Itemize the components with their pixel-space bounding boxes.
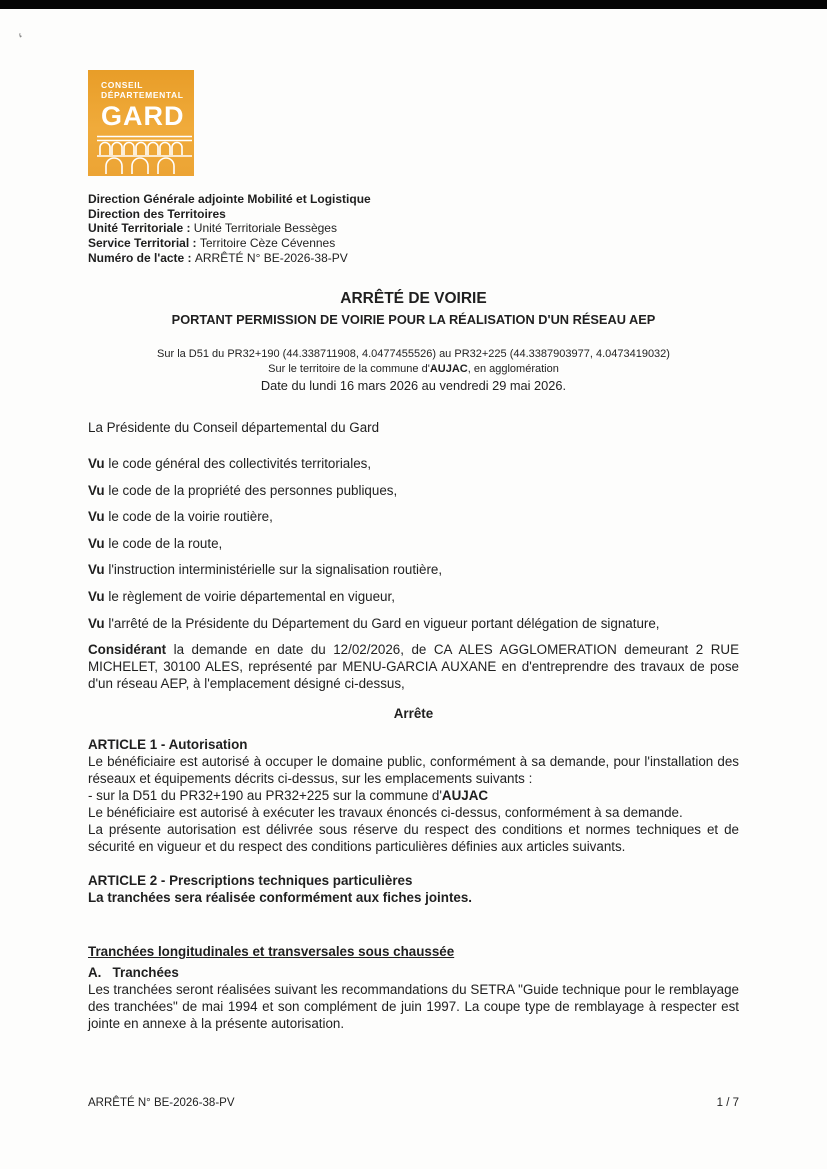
location-line-road: Sur la D51 du PR32+190 (44.338711908, 4.0477455526) au PR32+225 (44.3387903977, 4.0473419032) [157, 348, 670, 360]
doc-subtitle: PORTANT PERMISSION DE VOIRIE POUR LA RÉALISATION D'UN RÉSEAU AEP [171, 312, 656, 327]
aqueduct-icon [88, 134, 194, 174]
document-body [88, 419, 739, 1032]
location-line-commune: Sur le territoire de la commune d'AUJAC, en agglomération [268, 363, 559, 375]
header-line-direction-generale: Direction Générale adjointe Mobilité et Logistique [88, 192, 371, 206]
logo-org-line2: DÉPARTEMENTAL [101, 90, 184, 100]
pen-mark-artifact: ʻ [16, 29, 27, 51]
article-1-paragraph: Le bénéficiaire est autorisé à occuper le domaine public, conformément à sa demande, pour l'installation des réseaux et équipements décrits ci-dessus, sur les emplacements suivants : [88, 754, 739, 787]
intro-line: La Présidente du Conseil départemental du Gard [88, 420, 380, 435]
article-2-bold-line: La tranchées sera réalisée conformément aux fiches jointes. [88, 890, 473, 906]
vu-line: Vu le code de la route, [88, 535, 223, 551]
vu-line: Vu l'instruction interministérielle sur la signalisation routière, [88, 562, 443, 578]
vu-line: Vu le code général des collectivités territoriales, [88, 456, 372, 471]
logo-org-line [101, 80, 194, 100]
footer-page-number: 1 / 7 [716, 1097, 739, 1109]
trenches-section-heading: Tranchées longitudinales et transversales sous chaussée [88, 944, 455, 960]
doc-title: ARRÊTÉ DE VOIRIE [340, 290, 487, 307]
article-1-heading: ARTICLE 1 - Autorisation [88, 737, 248, 753]
article-1-paragraph: La présente autorisation est délivrée sous réserve du respect des conditions et normes techniques et de sécurité en vigueur et du respect des conditions particulières définies aux articles suivants. [88, 822, 739, 855]
location-block [70, 348, 757, 393]
document-title-block [88, 290, 739, 327]
location-line-dates: Date du lundi 16 mars 2026 au vendredi 29 mai 2026. [260, 378, 567, 393]
considerant-paragraph: Considérant la demande en date du 12/02/2026, de CA ALES AGGLOMERATION demeurant 2 RUE MICHELET, 30100 ALES, représenté par MENU-GARCIA AUXANE en d'entreprendre des travaux de pose d'un réseau AEP, à l'emplacement désigné ci-dessus, [88, 642, 739, 692]
administrative-header [88, 192, 371, 266]
article-2-heading: ARTICLE 2 - Prescriptions techniques particulières [88, 873, 413, 889]
trenches-paragraph: Les tranchées seront réalisées suivant les recommandations du SETRA "Guide technique pour le remblayage des tranchées" de mai 1994 et son complément de juin 1997. La coupe type de remblayage à respecter est jointe en annexe à la présente autorisation. [88, 982, 739, 1032]
vu-line: Vu l'arrêté de la Présidente du Département du Gard en vigueur portant délégation de signature, [88, 615, 660, 631]
header-line-numero-acte: Numéro de l'acte : ARRÊTÉ N° BE-2026-38-PV [88, 250, 348, 265]
vu-line: Vu le règlement de voirie départemental en vigueur, [88, 588, 395, 604]
page-footer [88, 1097, 739, 1109]
logo-org-line1: CONSEIL [101, 80, 143, 90]
vu-line: Vu le code de la voirie routière, [88, 509, 273, 525]
article-1-paragraph: Le bénéficiaire est autorisé à exécuter les travaux énoncés ci-dessus, conformément à sa demande. [88, 805, 683, 821]
scan-edge-artifact [0, 0, 827, 9]
article-1-paragraph: - sur la D51 du PR32+190 au PR32+225 sur la commune d'AUJAC [88, 788, 489, 804]
logo-org-name: GARD [101, 101, 185, 131]
trenches-subsection-heading: A. Tranchées [88, 965, 179, 981]
gard-department-logo [88, 70, 194, 176]
header-line-unite-territoriale: Unité Territoriale : Unité Territoriale Bessèges [88, 221, 337, 236]
header-line-direction-territoires: Direction des Territoires [88, 206, 226, 221]
header-line-service-territorial: Service Territorial : Territoire Cèze Cévennes [88, 236, 336, 251]
vu-line: Vu le code de la propriété des personnes publiques, [88, 482, 398, 498]
arrete-label: Arrête [393, 706, 434, 722]
footer-act-number: ARRÊTÉ N° BE-2026-38-PV [88, 1097, 235, 1109]
